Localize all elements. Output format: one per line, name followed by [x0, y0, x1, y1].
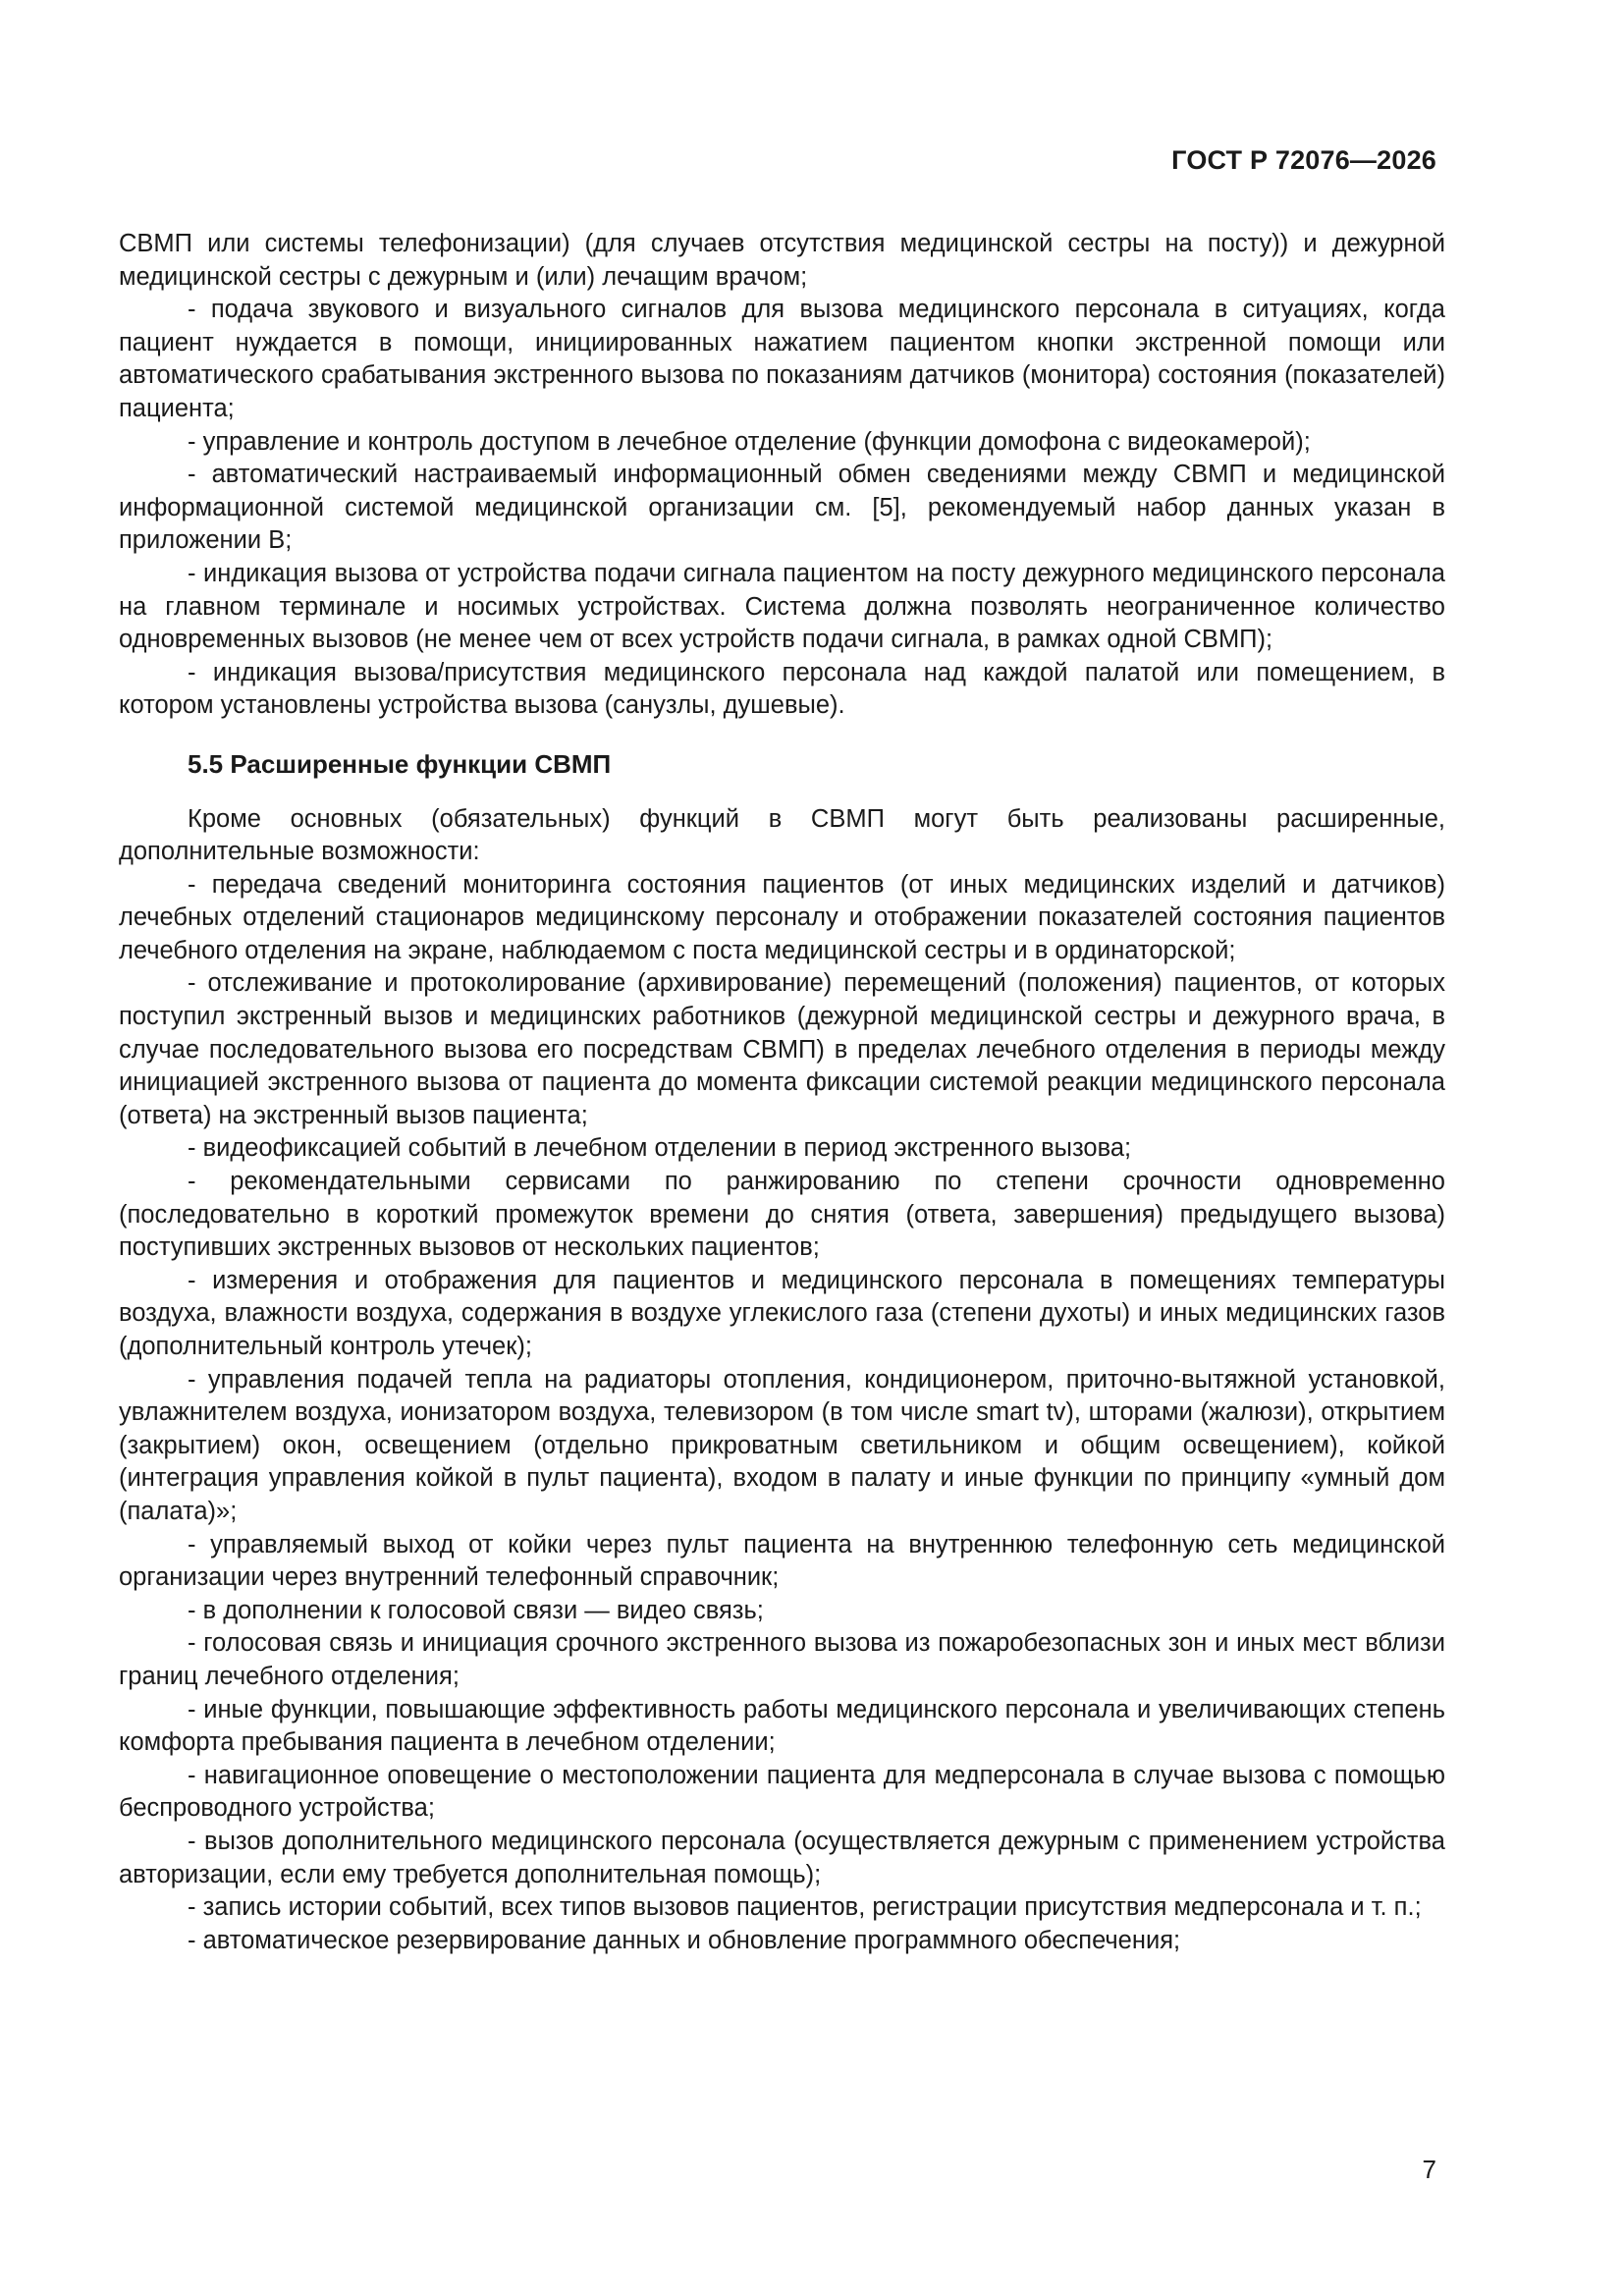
paragraph: - в дополнении к голосовой связи — видео связь; [188, 1596, 764, 1624]
paragraph: - отслеживание и протоколирование (архивирование) перемещений (положения) пациентов, от которых поступил экстренный вызов и медицинских работников (дежурной медицинской сестры и дежурного врача, в случае последовательного вызова его посредствам СВМП) в пределах лечебного отделения в периоды между инициацией экстренного вызова от пациента до момента фиксации системой реакции медицинского персонала (ответа) на экстренный вызов пациента; [119, 969, 1445, 1129]
paragraph: - голосовая связь и инициация срочного экстренного вызова из пожаробезопасных зон и иных мест вблизи границ лечебного отделения; [119, 1629, 1445, 1690]
paragraph: - автоматическое резервирование данных и обновление программного обеспечения; [188, 1926, 1181, 1954]
page-number: 7 [1422, 2155, 1436, 2184]
paragraph: - передача сведений мониторинга состояния пациентов (от иных медицинских изделий и датчиков) лечебных отделений стационаров медицинскому персоналу и отображении показателей состояния пациентов лечебного отделения на экране, наблюдаемом с поста медицинской сестры и в ординаторской; [119, 870, 1445, 964]
paragraph: - вызов дополнительного медицинского персонала (осуществляется дежурным с применением устройства авторизации, если ему требуется дополнительная помощь); [119, 1827, 1445, 1888]
page-body [119, 228, 1445, 1957]
section-heading: 5.5 Расширенные функции СВМП [188, 748, 612, 779]
paragraph: - иные функции, повышающие эффективность работы медицинского персонала и увеличивающих степень комфорта пребывания пациента в лечебном отделении; [119, 1695, 1445, 1757]
paragraph: - рекомендательными сервисами по ранжированию по степени срочности одновременно (последовательно в короткий промежуток времени до снятия (ответа, завершения) предыдущего вызова) поступивших экстренных вызовов от нескольких пациентов; [119, 1168, 1445, 1262]
paragraph-block-bottom [119, 803, 1445, 1958]
paragraph: - навигационное оповещение о местоположении пациента для медперсонала в случае вызова с помощью беспроводного устройства; [119, 1761, 1445, 1823]
document-code-header: ГОСТ Р 72076—2026 [1171, 145, 1436, 175]
paragraph: - видеофиксацией событий в лечебном отделении в период экстренного вызова; [188, 1134, 1132, 1163]
paragraph: - управления подачей тепла на радиаторы отопления, кондиционером, приточно-вытяжной установкой, увлажнителем воздуха, ионизатором воздуха, телевизором (в том числе smart tv), шторами (жалюзи), открытием (закрытием) окон, освещением (отдельно прикроватным светильником и общим освещением), койкой (интеграция управления койкой в пульт пациента), входом в палату и иные функции по принципу «умный дом (палата)»; [119, 1365, 1445, 1525]
paragraph: СВМП или системы телефонизации) (для случаев отсутствия медицинской сестры на посту)) и дежурной медицинской сестры с дежурным и (или) лечащим врачом; [119, 230, 1445, 291]
paragraph: - управление и контроль доступом в лечебное отделение (функции домофона с видеокамерой); [188, 427, 1311, 456]
paragraph: - индикация вызова/присутствия медицинского персонала над каждой палатой или помещением, в котором установлены устройства вызова (санузлы, душевые). [119, 658, 1445, 720]
paragraph: - запись истории событий, всех типов вызовов пациентов, регистрации присутствия медперсонала и т. п.; [188, 1893, 1422, 1922]
paragraph: Кроме основных (обязательных) функций в СВМП могут быть реализованы расширенные, дополнительные возможности: [119, 804, 1445, 866]
paragraph: - индикация вызова от устройства подачи сигнала пациентом на посту дежурного медицинского персонала на главном терминале и носимых устройствах. Система должна позволять неограниченное количество одновременных вызовов (не менее чем от всех устройств подачи сигнала, в рамках одной СВМП); [119, 559, 1445, 654]
paragraph: - автоматический настраиваемый информационный обмен сведениями между СВМП и медицинской информационной системой медицинской организации см. [5], рекомендуемый набор данных указан в приложении В; [119, 461, 1445, 555]
paragraph: - управляемый выход от койки через пульт пациента на внутреннюю телефонную сеть медицинской организации через внутренний телефонный справочник; [119, 1530, 1445, 1592]
paragraph-block-top [119, 228, 1445, 723]
paragraph: - измерения и отображения для пациентов и медицинского персонала в помещениях температуры воздуха, влажности воздуха, содержания в воздухе углекислого газа (степени духоты) и иных медицинских газов (дополнительный контроль утечек); [119, 1266, 1445, 1360]
paragraph: - подача звукового и визуального сигналов для вызова медицинского персонала в ситуациях, когда пациент нуждается в помощи, инициированных нажатием пациентом кнопки экстренной помощи или автоматического срабатывания экстренного вызова по показаниям датчиков (монитора) состояния (показателей) пациента; [119, 296, 1445, 422]
